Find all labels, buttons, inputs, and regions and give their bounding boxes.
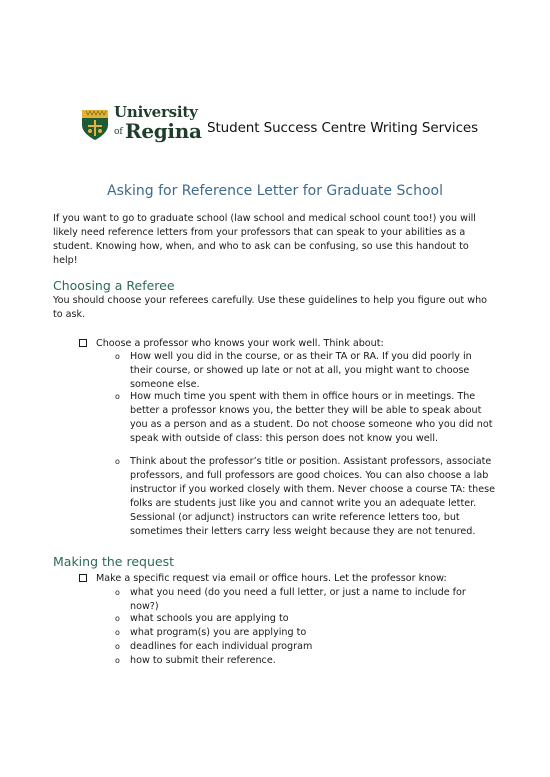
bullet-o-icon: o (115, 588, 120, 597)
checklist-text: Make a specific request via email or office hours. Let the professor know: (96, 573, 447, 584)
checkbox-icon (79, 574, 87, 582)
list-item-text: How much time you spent with them in office hours or in meetings. The better a professor knows you, the better they will be able to speak about you as a person and as a student. Do not choose someone who you did not speak with outside of class: this person does not know you well. (130, 391, 493, 444)
list-item-text: what program(s) you are applying to (130, 627, 307, 638)
intro-paragraph: If you want to go to graduate school (law school and medical school count too!) you will likely need reference letters from your professors that can speak to your abilities as a student. Knowing how, when, and who to ask can be confusing, so use this handout to help! (53, 213, 476, 266)
document-title: Asking for Reference Letter for Graduate School (107, 183, 443, 199)
bullet-o-icon: o (115, 628, 120, 637)
letterhead (81, 104, 501, 152)
bullet-o-icon: o (115, 392, 120, 401)
checklist-text: Choose a professor who knows your work well. Think about: (96, 338, 384, 349)
list-item-text: how to submit their reference. (130, 655, 276, 666)
university-crest-icon (81, 109, 109, 141)
list-item-text: deadlines for each individual program (130, 641, 313, 652)
bullet-o-icon: o (115, 614, 120, 623)
list-item-text: what you need (do you need a full letter, or just a name to include for now?) (130, 587, 466, 612)
bullet-o-icon: o (115, 457, 120, 466)
logo-regina-text: Regina (125, 119, 202, 143)
logo-university-text: University (114, 103, 198, 121)
list-item-text: How well you did in the course, or as their TA or RA. If you did poorly in their course, or showed up late or not at all, you might want to choose someone else. (130, 351, 472, 390)
bullet-o-icon: o (115, 656, 120, 665)
list-item-text: Think about the professor’s title or position. Assistant professors, associate professors, and full professors are good choices. You can also choose a lab instructor if you worked closely with them. Never choose a course TA: these folks are students just like you and cannot write you an adequate letter. Sessional (or adjunct) instructors can write reference letters too, but sometimes their letters carry less weight because they are not tenured. (130, 456, 495, 537)
bullet-o-icon: o (115, 642, 120, 651)
bullet-o-icon: o (115, 352, 120, 361)
section-heading-making-request: Making the request (53, 554, 174, 569)
list-item-text: what schools you are applying to (130, 613, 289, 624)
centre-name: Student Success Centre Writing Services (207, 120, 479, 136)
logo-of-text: of (114, 127, 123, 137)
section1-intro: You should choose your referees carefully. Use these guidelines to help you figure out who to ask. (53, 295, 488, 320)
section-heading-choosing: Choosing a Referee (53, 278, 175, 293)
checkbox-icon (79, 339, 87, 347)
